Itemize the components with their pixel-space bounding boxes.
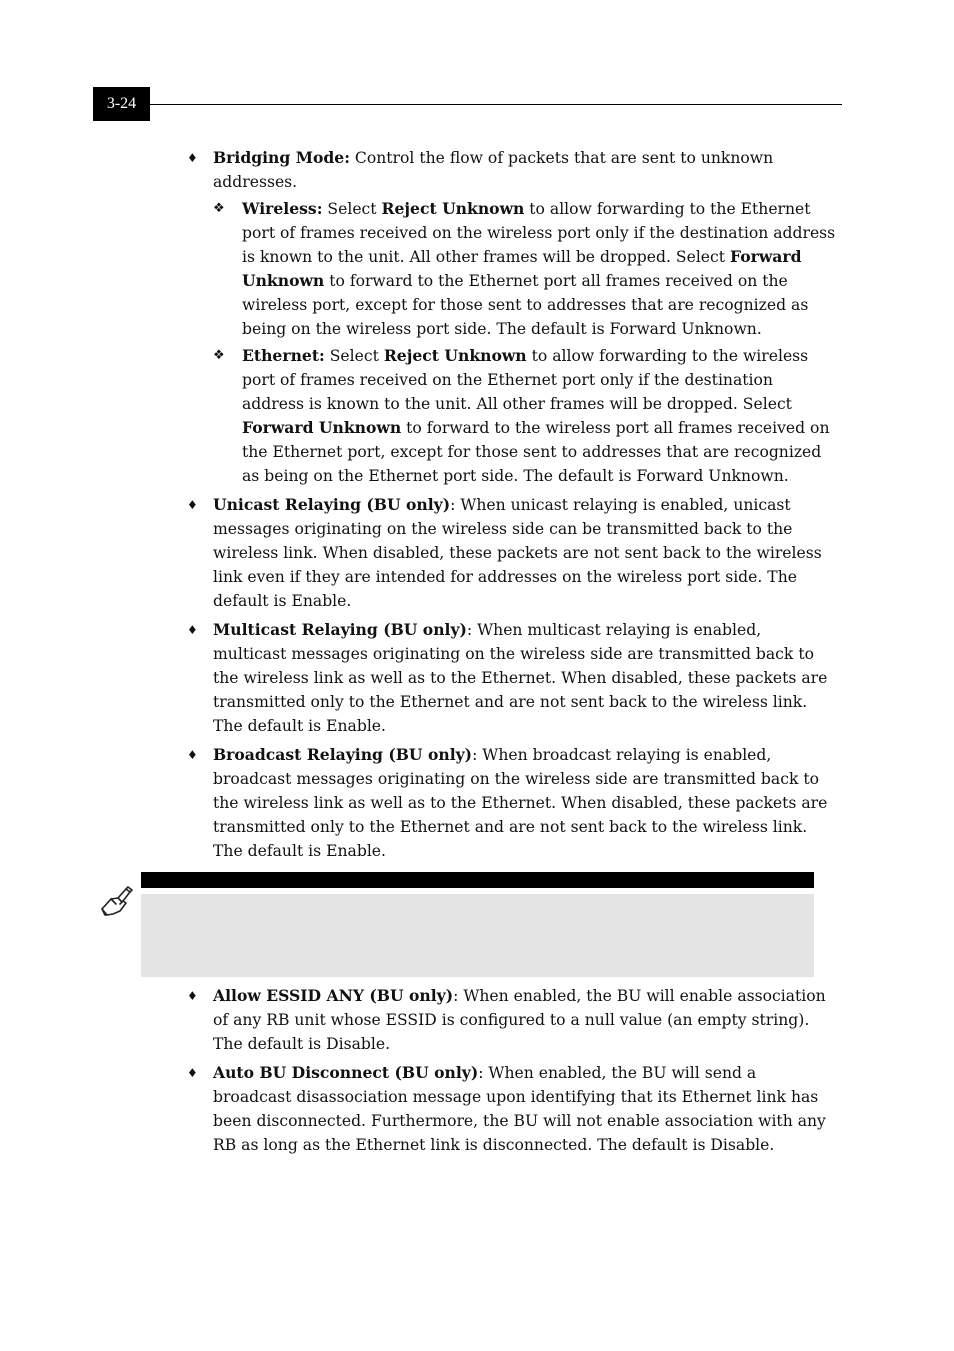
description: : When broadcast relaying is enabled, broadcast messages originating on the wireless side are transmitted back to the wireless link as well as to the Ethernet. When disabled, these packets are transmitted only to the Ethernet and are not sent back to the wireless link. The default is Enable.: [213, 746, 828, 860]
list-item-multicast-relaying: [187, 618, 837, 738]
description: : When unicast relaying is enabled, unicast messages originating on the wireless side can be transmitted back to the wireless link. When disabled, these packets are not sent back to the wireless link even if they are intended for addresses on the wireless port side. The default is Enable.: [213, 496, 822, 610]
bullet-glyph: ♦: [187, 498, 198, 512]
note-hand-icon: [99, 884, 135, 922]
sub-item-ethernet: [213, 344, 837, 488]
bullet-glyph: ♦: [187, 1066, 198, 1080]
sub-bullet-glyph: ❖: [213, 348, 225, 363]
list-item-allow-essid-any: [187, 984, 837, 1056]
description: Control the flow of packets that are sent to unknown addresses.: [213, 149, 774, 191]
sub-bullet-glyph: ❖: [213, 201, 225, 216]
bullet-glyph: ♦: [187, 623, 198, 637]
main-content: [187, 146, 837, 868]
sub-item-wireless: [213, 197, 837, 341]
bullet-glyph: ♦: [187, 748, 198, 762]
text: to allow forwarding to the Ethernet port of frames received on the wireless port only if the destination address is known to the unit. All other frames will be dropped. Select: [242, 200, 836, 266]
text: Select: [322, 200, 382, 218]
list-item-unicast-relaying: [187, 493, 837, 613]
list-item-broadcast-relaying: [187, 743, 837, 863]
note-header-bar: [141, 872, 814, 888]
term: Wireless:: [242, 199, 323, 218]
description: : When multicast relaying is enabled, multicast messages originating on the wireless side are transmitted back to the wireless link as well as to the Ethernet. When disabled, these packets are transmitted only to the Ethernet and are not sent back to the wireless link. The default is Enable.: [213, 621, 828, 735]
text: to forward to the wireless port all frames received on the Ethernet port, except for those sent to addresses that are recognized as being on the Ethernet port side. The default is Forward Unknown.: [242, 419, 830, 485]
note-box: [141, 894, 814, 977]
term: Unicast Relaying (BU only): [213, 495, 451, 514]
page-number: 3-24: [93, 87, 150, 121]
option: Reject Unknown: [383, 346, 527, 365]
header-rule: [150, 104, 842, 105]
option: Forward Unknown: [242, 418, 402, 437]
term: Broadcast Relaying (BU only): [213, 745, 473, 764]
bullet-glyph: ♦: [187, 151, 198, 165]
option: Forward Unknown: [242, 247, 802, 290]
description: : When enabled, the BU will send a broadcast disassociation message upon identifying that its Ethernet link has been disconnected. Furthermore, the BU will not enable association with any RB as long as the Ethernet link is disconnected. The default is Disable.: [213, 1064, 826, 1154]
text: to allow forwarding to the wireless port of frames received on the Ethernet port only if the destination address is known to the unit. All other frames will be dropped. Select: [242, 347, 809, 413]
term: Bridging Mode:: [213, 148, 350, 167]
description: : When enabled, the BU will enable association of any RB unit whose ESSID is configured to a null value (an empty string). The default is Disable.: [213, 987, 826, 1053]
list-item-bridging-mode: [187, 146, 837, 488]
term: Auto BU Disconnect (BU only): [213, 1063, 479, 1082]
list-item-auto-bu-disconnect: [187, 1061, 837, 1157]
bullet-glyph: ♦: [187, 989, 198, 1003]
option: Reject Unknown: [381, 199, 525, 218]
term: Multicast Relaying (BU only): [213, 620, 467, 639]
text: Select: [324, 347, 384, 365]
term: Allow ESSID ANY (BU only): [213, 986, 454, 1005]
text: to forward to the Ethernet port all frames received on the wireless port, except for those sent to addresses that are recognized as being on the wireless port side. The default is Forward Unknown.: [242, 272, 809, 338]
main-content-continued: [187, 984, 837, 1162]
term: Ethernet:: [242, 346, 325, 365]
